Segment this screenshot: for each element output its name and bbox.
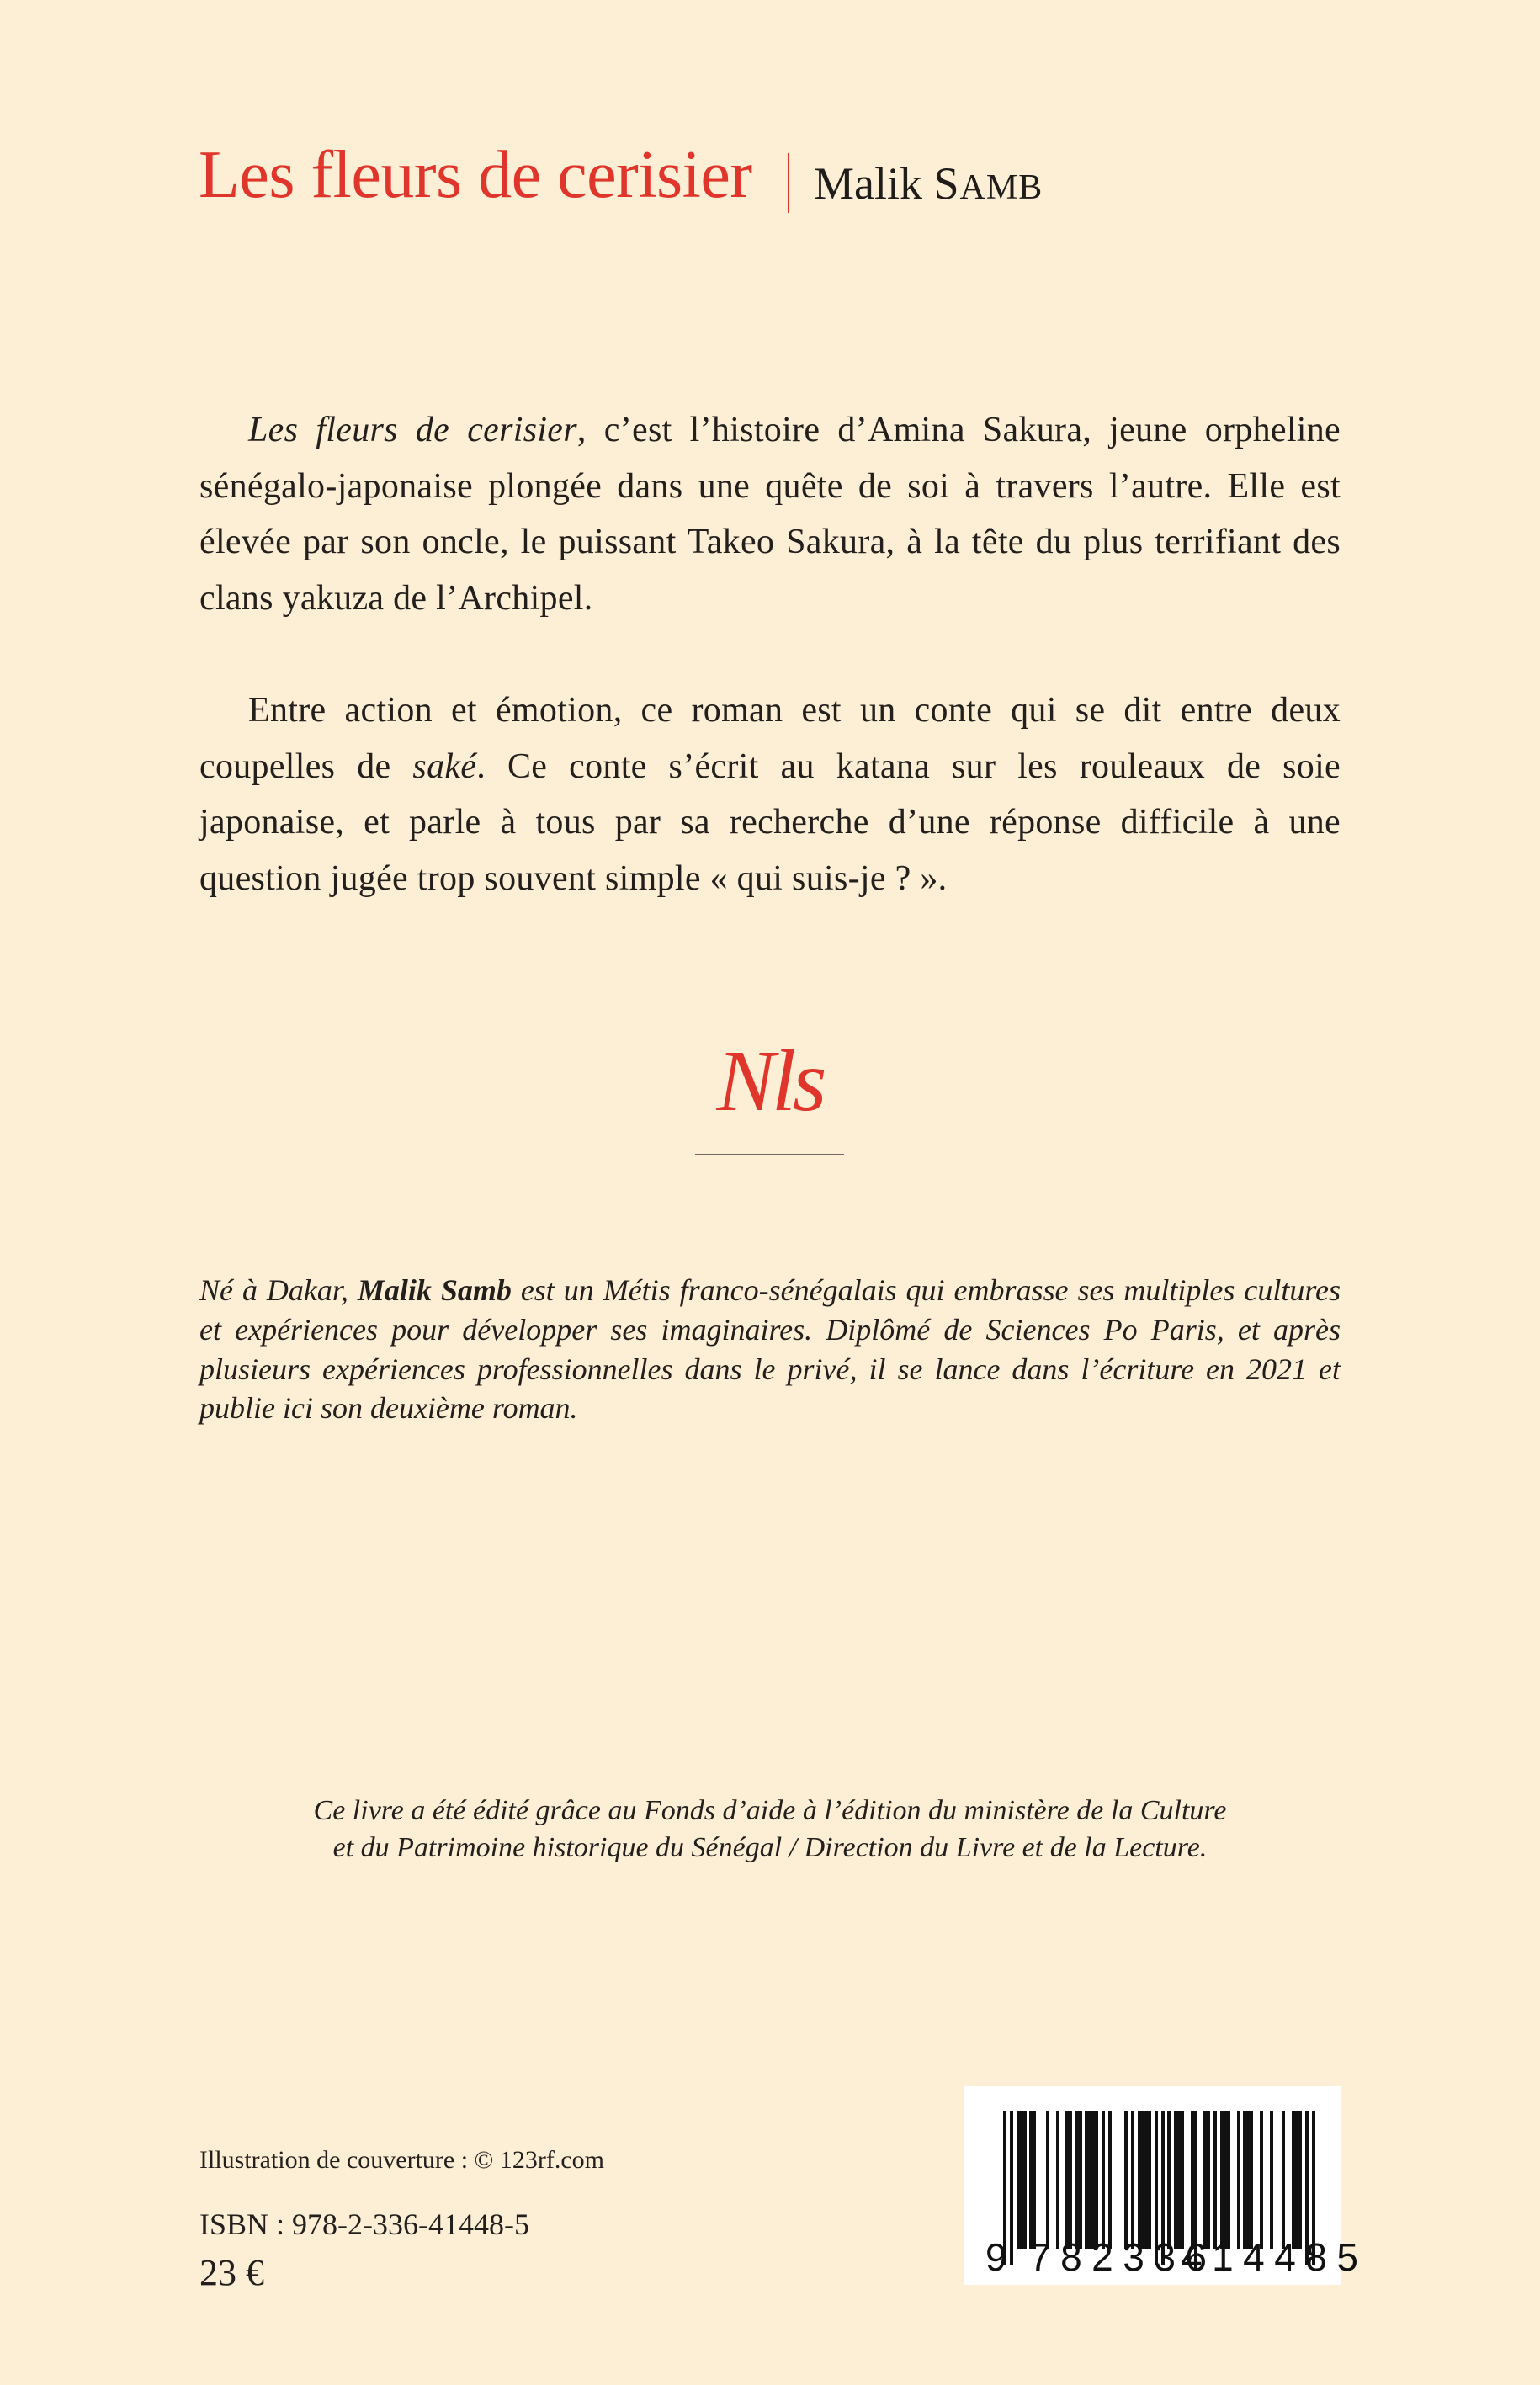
synopsis-paragraph-2 xyxy=(199,683,1341,906)
credit-line-2: et du Patrimoine historique du Sénégal / Direction du Livre et de la Lecture. xyxy=(332,1832,1208,1863)
bio-author-name: Malik Samb xyxy=(357,1273,512,1307)
isbn-barcode xyxy=(964,2086,1368,2285)
italic-book-title: Les fleurs de cerisier xyxy=(248,411,577,449)
italic-word: saké xyxy=(412,746,477,786)
bio-text: est un Métis franco-sénégalais qui embrasse ses multiples cultures et expériences pour développer ses imaginaires. Diplômé de Sciences Po Paris, et après plusieurs expériences professionnelles dans le privé, il se lance dans l’écriture en 2021 et publie ici son deuxième roman. xyxy=(199,1273,1341,1426)
author-last-name-smallcaps: SAMB xyxy=(933,158,1043,209)
barcode-digits xyxy=(964,2235,1368,2279)
synopsis-text: . Ce conte s’écrit au katana sur les rouleaux de soie japonaise, et parle à tous par sa recherche d’une réponse difficile à une question jugée trop souvent simple « qui suis-je ? ». xyxy=(199,746,1341,898)
publisher-logo: Nls xyxy=(716,1033,824,1129)
synopsis-paragraph-1 xyxy=(199,402,1341,626)
barcode-right-digits: 414485 xyxy=(1181,2235,1368,2279)
credit-line-1: Ce livre a été édité grâce au Fonds d’aide à l’édition du ministère de la Culture xyxy=(313,1795,1227,1826)
logo-rule xyxy=(695,1154,844,1155)
barcode-left-digits: 782336 xyxy=(1029,2235,1217,2279)
isbn: ISBN : 978-2-336-41448-5 xyxy=(199,2207,529,2241)
synopsis xyxy=(199,402,1341,906)
title-divider xyxy=(788,153,789,213)
author-first-name: Malik xyxy=(814,158,922,209)
author-name xyxy=(814,158,1043,213)
synopsis-text: , c’est l’histoire d’Amina Sakura, jeune orpheline sénégalo-japonaise plongée dans une quête de soi à travers l’autre. Elle est élevée par son oncle, le puissant Takeo Sakura, à la tête du plus terrifiant des clans yakuza de l’Archipel. xyxy=(199,411,1341,618)
barcode-first-digit: 9 xyxy=(985,2235,1017,2279)
book-title: Les fleurs de cerisier xyxy=(199,138,752,212)
bio-text: Né à Dakar, xyxy=(199,1273,358,1307)
synopsis-text: Entre action et émotion, ce roman est un conte qui se dit entre deux coupelles de xyxy=(199,690,1341,786)
illustration-credit: Illustration de couverture : © 123rf.com xyxy=(199,2146,604,2174)
author-bio xyxy=(199,1271,1341,1428)
funding-credit xyxy=(199,1793,1341,1867)
price: 23 € xyxy=(199,2252,264,2293)
